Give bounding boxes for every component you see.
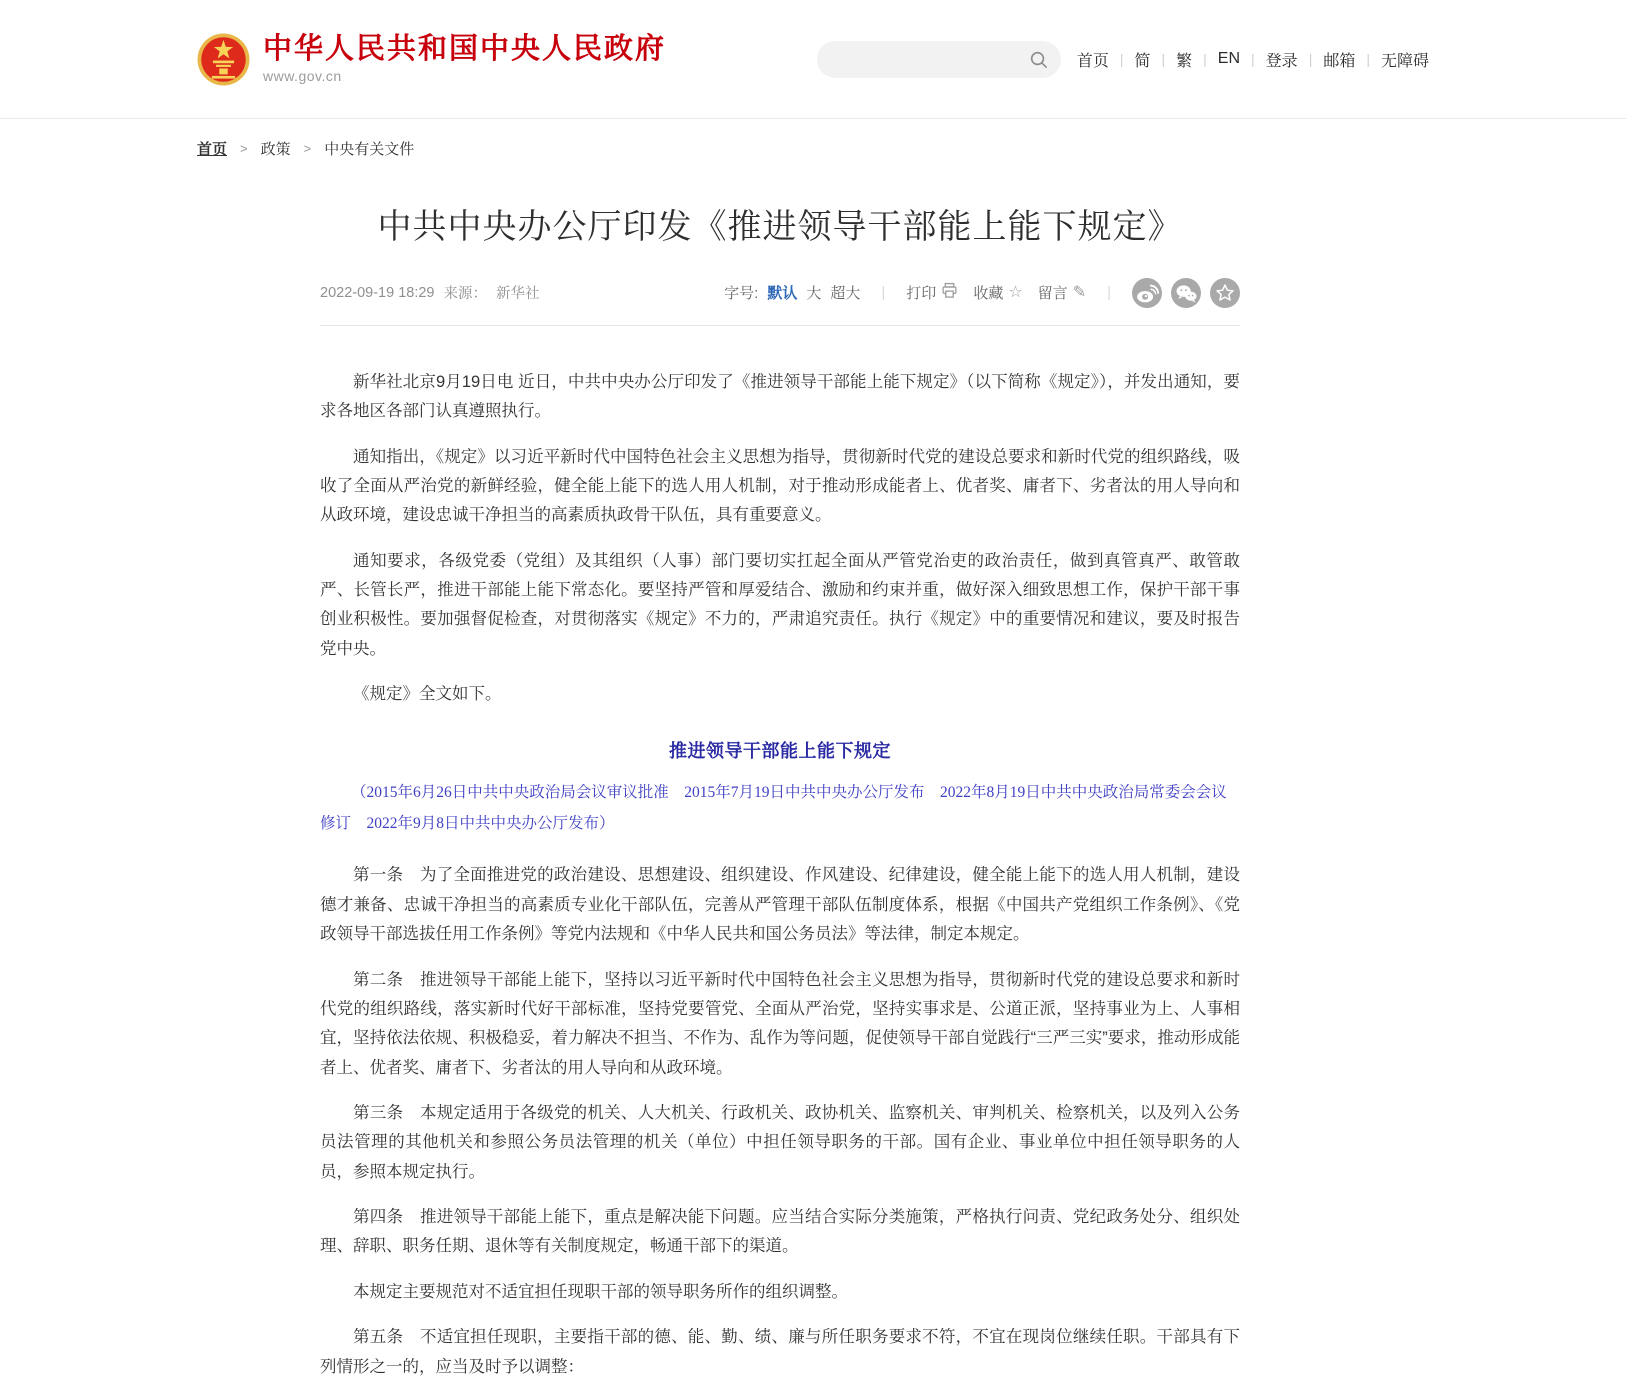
doc-paragraph: 第三条 本规定适用于各级党的机关、人大机关、行政机关、政协机关、监察机关、审判机关、检察机关，以及列入公务员法管理的其他机关和参照公务员法管理的机关（单位）中担任领导职务的干部。国有企业、事业单位中担任领导职务的人员，参照本规定执行。 <box>320 1104 1240 1181</box>
weibo-share-icon[interactable] <box>1132 278 1162 308</box>
breadcrumb <box>197 138 1429 159</box>
star-icon: ☆ <box>1008 283 1023 301</box>
print-button[interactable] <box>906 282 958 303</box>
star-share-icon[interactable] <box>1210 278 1240 308</box>
breadcrumb-home[interactable]: 首页 <box>197 141 228 158</box>
search-icon[interactable] <box>1029 50 1048 69</box>
pencil-icon: ✎ <box>1072 283 1087 301</box>
national-emblem-icon <box>197 33 250 86</box>
doc-paragraph: 第二条 推进领导干部能上能下，坚持以习近平新时代中国特色社会主义思想为指导，贯彻新时代党的建设总要求和新时代党的组织路线，落实新时代好干部标准，坚持党要管党、全面从严治党，坚持实事求是、公道正派，坚持事业为上、人事相宜，坚持依法依规、积极稳妥，着力解决不担当、不作为、乱作为等问题，促使领导干部自觉践行“三严三实”要求，推动形成能者上、优者奖、庸者下、劣者汰的用人导向和从政环境。 <box>320 970 1240 1077</box>
site-header <box>0 0 1626 119</box>
doc-paragraph: 第四条 推进领导干部能上能下，重点是解决能下问题。应当结合实际分类施策，严格执行问责、党纪政务处分、组织处理、辞职、职务任期、退休等有关制度规定，畅通干部下的渠道。 <box>320 1208 1240 1256</box>
print-label: 打印 <box>906 285 937 303</box>
nav-home[interactable]: 首页 <box>1076 52 1109 70</box>
site-logo[interactable] <box>197 33 666 86</box>
meta-divider: | <box>881 284 886 302</box>
comment-button[interactable] <box>1038 282 1086 303</box>
nav-english[interactable]: | EN <box>1217 50 1241 67</box>
publish-datetime: 2022-09-19 18:29 <box>320 284 435 301</box>
nav-login[interactable]: | 登录 <box>1265 52 1298 70</box>
site-title: 中华人民共和国中央人民政府 <box>263 32 667 65</box>
breadcrumb-policy[interactable]: > 政策 <box>260 141 291 158</box>
document-title: 推进领导干部能上能下规定 <box>669 741 891 762</box>
search-input[interactable] <box>833 50 1029 68</box>
article-meta-row <box>320 278 1240 308</box>
breadcrumb-central-documents[interactable]: > 中央有关文件 <box>324 141 415 158</box>
nav-simplified[interactable]: | 简 <box>1134 52 1151 70</box>
comment-label: 留言 <box>1037 285 1068 303</box>
source-label: 来源： <box>443 286 487 303</box>
page-title: 中共中央办公厅印发《推进领导干部能上能下规定》 <box>377 208 1183 246</box>
article-paragraph: 新华社北京9月19日电 近日，中共中央办公厅印发了《推进领导干部能上能下规定》（以下简称《规定》），并发出通知，要求各地区各部门认真遵照执行。 <box>320 372 1240 421</box>
fontsize-control <box>724 282 860 303</box>
printer-icon <box>941 282 958 303</box>
site-url: www.gov.cn <box>263 68 342 85</box>
fontsize-xlarge-button[interactable]: 超大 <box>830 285 861 303</box>
fontsize-label: 字号: <box>724 285 759 303</box>
nav-mail[interactable]: | 邮箱 <box>1323 52 1356 70</box>
article-paragraph: 通知要求，各级党委（党组）及其组织（人事）部门要切实扛起全面从严管党治吏的政治责任，做到真管真严、敢管敢严、长管长严，推进干部能上能下常态化。要坚持严管和厚爱结合、激励和约束并重，做好深入细致思想工作，保护干部干事创业积极性。要加强督促检查，对贯彻落实《规定》不力的，严肃追究责任。执行《规定》中的重要情况和建议，要及时报告党中央。 <box>320 551 1240 658</box>
doc-paragraph: 本规定主要规范对不适宜担任现职干部的领导职务所作的组织调整。 <box>353 1282 848 1301</box>
wechat-share-icon[interactable] <box>1171 278 1201 308</box>
article-content <box>320 368 1240 1382</box>
nav-accessibility[interactable]: | 无障碍 <box>1380 52 1429 70</box>
top-nav <box>1077 48 1429 71</box>
article-paragraph: 通知指出，《规定》以习近平新时代中国特色社会主义思想为指导，贯彻新时代党的建设总要求和新时代党的组织路线，吸收了全面从严治党的新鲜经验，健全能上能下的选人用人机制，对于推动形成能者上、优者奖、庸者下、劣者汰的用人导向和从政环境，建设忠诚干净担当的高素质执政骨干队伍，具有重要意义。 <box>320 447 1240 525</box>
doc-paragraph: 第五条 不适宜担任现职，主要指干部的德、能、勤、绩、廉与所任职务要求不符，不宜在现岗位继续任职。干部具有下列情形之一的，应当及时予以调整： <box>320 1328 1240 1376</box>
article-paragraph: 《规定》全文如下。 <box>353 685 502 704</box>
title-divider <box>320 325 1240 326</box>
favorite-button[interactable] <box>973 282 1022 303</box>
source-value: 新华社 <box>496 286 540 303</box>
fontsize-default-button[interactable]: 默认 <box>767 285 798 303</box>
article <box>320 205 1240 1382</box>
fontsize-large-button[interactable]: 大 <box>806 285 822 303</box>
document-revision-note: （2015年6月26日中共中央政治局会议审议批准 2015年7月19日中共中央办公厅发布 2022年8月19日中共中央政治局常委会会议修订 2022年9月8日中共中央办公厅发布） <box>320 784 1227 833</box>
nav-traditional[interactable]: | 繁 <box>1176 52 1193 70</box>
meta-divider: | <box>1107 284 1111 302</box>
doc-paragraph: 第一条 为了全面推进党的政治建设、思想建设、组织建设、作风建设、纪律建设，健全能上能下的选人用人机制，建设德才兼备、忠诚干净担当的高素质专业化干部队伍，完善从严管理干部队伍制度体系，根据《中国共产党组织工作条例》、《党政领导干部选拔任用工作条例》等党内法规和《中华人民共和国公务员法》等法律，制定本规定。 <box>320 866 1240 944</box>
favorite-label: 收藏 <box>973 285 1004 303</box>
share-group <box>1132 278 1240 308</box>
search-box <box>817 41 1061 78</box>
